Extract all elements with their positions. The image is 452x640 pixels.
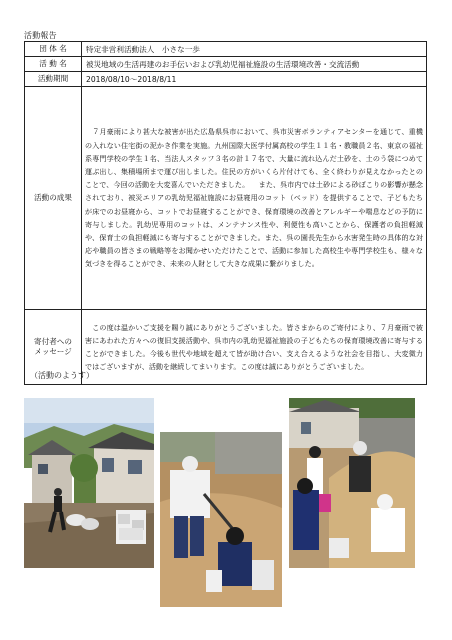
activity-name-label: 活 動 名	[25, 57, 82, 72]
photo-shoveling-image	[160, 432, 282, 607]
activity-period-row	[25, 72, 427, 87]
activity-name-row	[25, 57, 427, 72]
activity-report-table	[24, 41, 427, 385]
activity-result-row	[25, 87, 427, 310]
photo-group-image	[289, 398, 415, 568]
photo-street-image	[24, 398, 154, 568]
activity-result-label: 活動の成果	[25, 87, 82, 310]
page-heading: 活動報告	[24, 31, 57, 40]
activity-result-text: ７月豪雨により甚大な被害が出た広島県呉市において、呉市災害ボランティアセンターを通じて、重機の入れない住宅街の泥かき作業を実施。九州国際大医学付属高校の学生１１名・教職員２名、東京の福祉系専門学校の学生１名、当法人スタッフ３名の計１７名で、大量に流れ込んだ土砂を、土のう袋につめて運ぶ出し、集積場所まで運び出しました。住民の方がいくら片付けても、全く終わりが見えなかったとのことで、今回の活動を大変喜んでいただきました。 また、呉市内では土砂による砂ぼこりの影響が懸念されており、被災エリアの乳幼児福祉施設にお昼寝用のコット（ベッド）を提供することで、子どもたちが床でのお昼寝から、コットでお昼寝することができ、保育環境の改善とアレルギーや喘息などの予防に寄与しました。乳幼児専用のコットは、メンテナンス性や、利便性も高いことから、保護者の負担軽減や、保育士の負担軽減にも寄与することができました。また、呉の園長先生から水害発生時の具体的な対応や職員の皆さまの戦略等をお聞かせいただけたことで、活動に参加した高校生や専門学校生も、様々な気づきを得ることができ、未来の人財として大きな成果に繋がりました。	[82, 87, 427, 310]
org-label: 団 体 名	[25, 42, 82, 57]
org-row	[25, 42, 427, 57]
donor-message-label: 寄付者への メッセージ	[25, 310, 82, 385]
activity-period-value: 2018/08/10〜2018/8/11	[82, 72, 427, 87]
activity-photo-shoveling	[160, 432, 282, 607]
activity-photo-group	[289, 398, 415, 568]
activity-period-label: 活動期間	[25, 72, 82, 87]
org-value: 特定非営利活動法人 小さな一歩	[82, 42, 427, 57]
activity-photo-street	[24, 398, 154, 568]
photos-heading: （活動のようす）	[30, 371, 94, 380]
activity-name-value: 被災地域の生活再建のお手伝いおよび乳幼児福祉施設の生活環境改善・交流活動	[82, 57, 427, 72]
donor-message-text: この度は温かいご支援を賜り誠にありがとうございました。皆さまからのご寄付により、７月豪雨で被害にあわれた方々への復旧支援活動や、呉市内の乳幼児福祉施設の子どもたちの保育環境改善に寄与することができました。今後も世代や地域を超えて皆が助け合い、支え合えるような社会を目指し、大変微力ではございますが、活動を継続してまいります。この度は誠にありがとうございました。	[82, 310, 427, 385]
